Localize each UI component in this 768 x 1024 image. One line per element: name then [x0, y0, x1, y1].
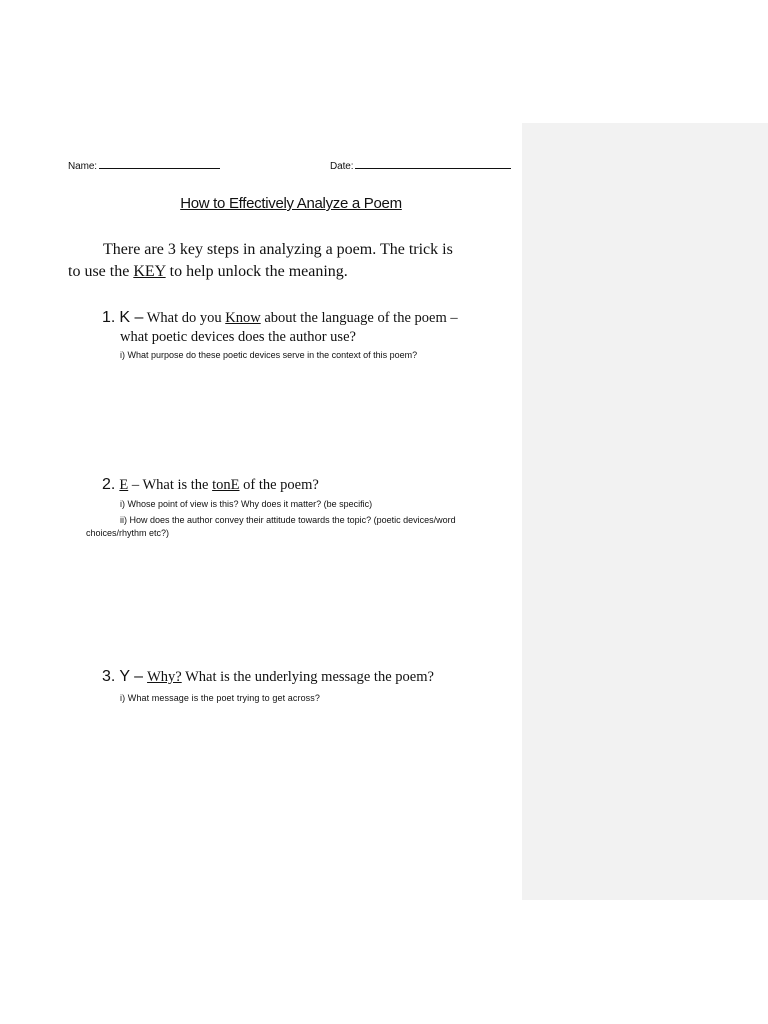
- intro-key-word: KEY: [133, 263, 166, 280]
- intro-line-2-before: to use the: [68, 263, 134, 280]
- intro-paragraph: [68, 239, 508, 283]
- step-3-question-1: i) What message is the poet trying to get across?: [120, 693, 320, 703]
- step-2-question-1: i) Whose point of view is this? Why does it matter? (be specific): [120, 499, 373, 509]
- step-1-heading: [102, 309, 458, 327]
- page-title: How to Effectively Analyze a Poem: [180, 195, 402, 212]
- intro-line-2-after: to help unlock the meaning.: [165, 263, 348, 280]
- step-1-text-before: What do you: [143, 310, 226, 326]
- step-3-letter: Y –: [119, 668, 144, 685]
- date-blank[interactable]: [355, 158, 511, 169]
- name-label: Name:: [68, 161, 97, 172]
- step-3-number: 3.: [102, 668, 116, 685]
- step-2-text-before: – What is the: [128, 477, 213, 493]
- step-2-text-after: of the poem?: [239, 477, 319, 493]
- step-2-heading: [102, 476, 319, 494]
- step-1-question-1: i) What purpose do these poetic devices serve in the context of this poem?: [120, 350, 418, 360]
- step-3-heading: [102, 668, 434, 686]
- step-1-keyword: Know: [225, 310, 261, 326]
- step-1-text-after: about the language of the poem –: [260, 310, 458, 326]
- step-3-text-after: What is the underlying message the poem?: [181, 669, 434, 685]
- step-2-number: 2.: [102, 476, 116, 493]
- date-field[interactable]: [330, 158, 511, 172]
- step-1-number: 1.: [102, 309, 116, 326]
- step-3-keyword: Why?: [147, 669, 182, 685]
- date-label: Date:: [330, 161, 354, 172]
- step-2-letter: E: [119, 477, 129, 493]
- step-2-question-2-continued: choices/rhythm etc?): [86, 528, 170, 538]
- comment-pane: [522, 123, 768, 900]
- step-1-letter: K –: [119, 309, 144, 326]
- step-1-line-2: what poetic devices does the author use?: [120, 329, 356, 345]
- step-2-question-2: ii) How does the author convey their attitude towards the topic? (poetic devices/word: [120, 515, 456, 525]
- intro-line-1: There are 3 key steps in analyzing a poem. The trick is: [103, 241, 453, 258]
- step-2-keyword: tonE: [212, 477, 240, 493]
- name-field[interactable]: [68, 158, 220, 172]
- name-blank[interactable]: [99, 158, 220, 169]
